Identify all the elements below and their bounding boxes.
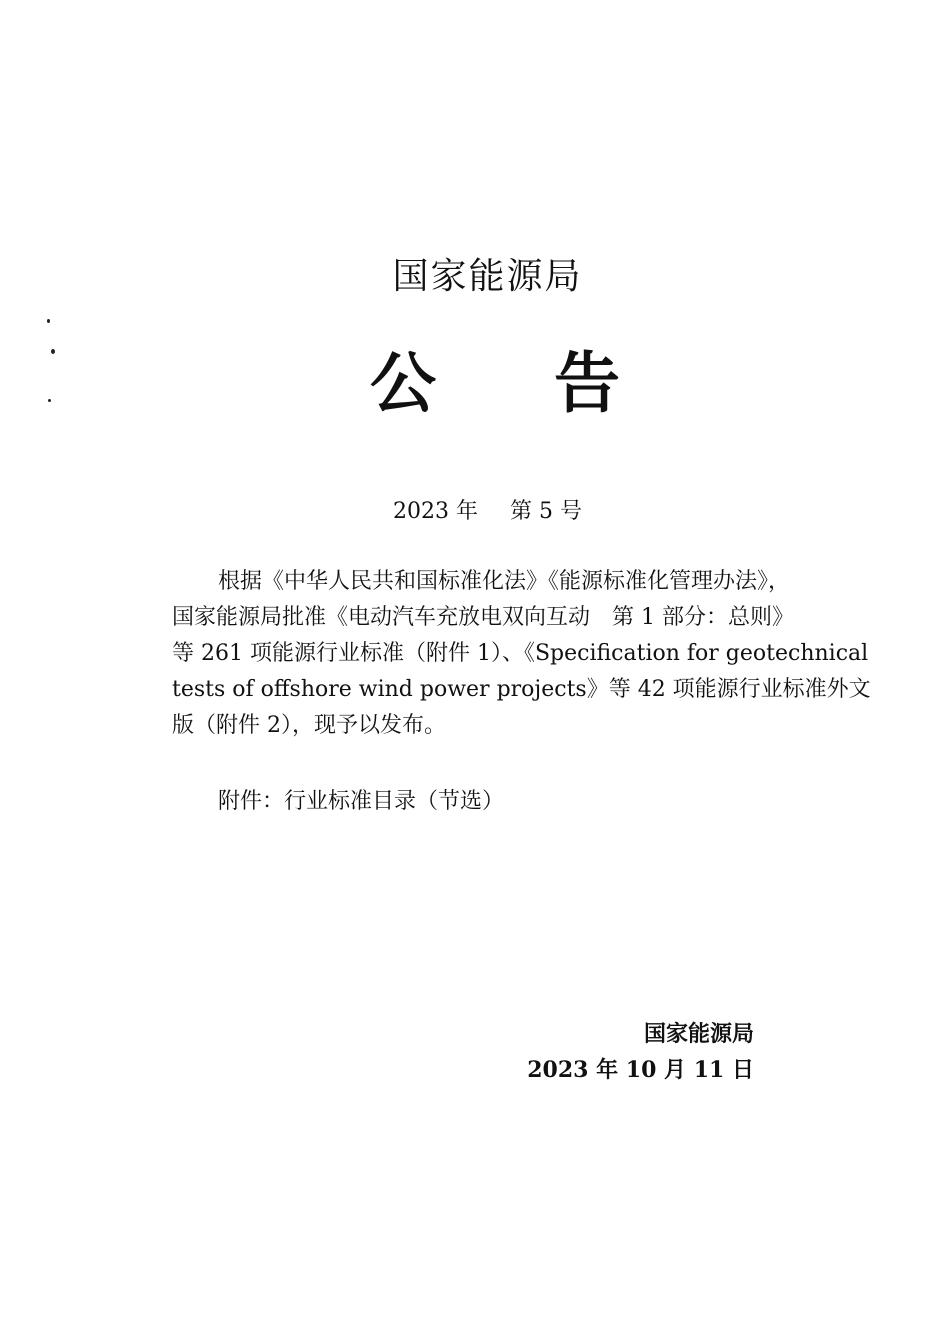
body-line-5: 版（附件 2），现予以发布。: [172, 713, 446, 738]
announcement-body: [172, 564, 871, 744]
doc-type-char-2: 告: [554, 345, 620, 422]
scan-speck: [48, 399, 51, 402]
doc-type-char-1: 公: [370, 345, 436, 422]
document-type-title: [370, 330, 620, 425]
body-line-2: 国家能源局批准《电动汽车充放电双向互动 第 1 部分：总则》: [172, 605, 794, 630]
document-number: [0, 494, 950, 525]
attachment-note: 附件：行业标准目录（节选）: [218, 789, 505, 814]
doc-number-year: 2023 年: [393, 499, 478, 524]
scan-speck: [47, 319, 50, 323]
body-line-3: 等 261 项能源行业标准（附件 1）、《Specification for geotechnical: [172, 641, 869, 666]
doc-number-seq: 第 5 号: [510, 499, 582, 524]
signature-org: 国家能源局: [643, 1021, 754, 1047]
body-line-4: tests of offshore wind power projects》等 42 项能源行业标准外文: [172, 677, 871, 702]
body-line-1: 根据《中华人民共和国标准化法》《能源标准化管理办法》，: [218, 569, 791, 594]
signature-date: 2023 年 10 月 11 日: [527, 1057, 754, 1083]
scan-speck: [51, 349, 55, 354]
issuer-header: 国家能源局: [392, 256, 583, 297]
signature-block: [527, 1016, 754, 1088]
